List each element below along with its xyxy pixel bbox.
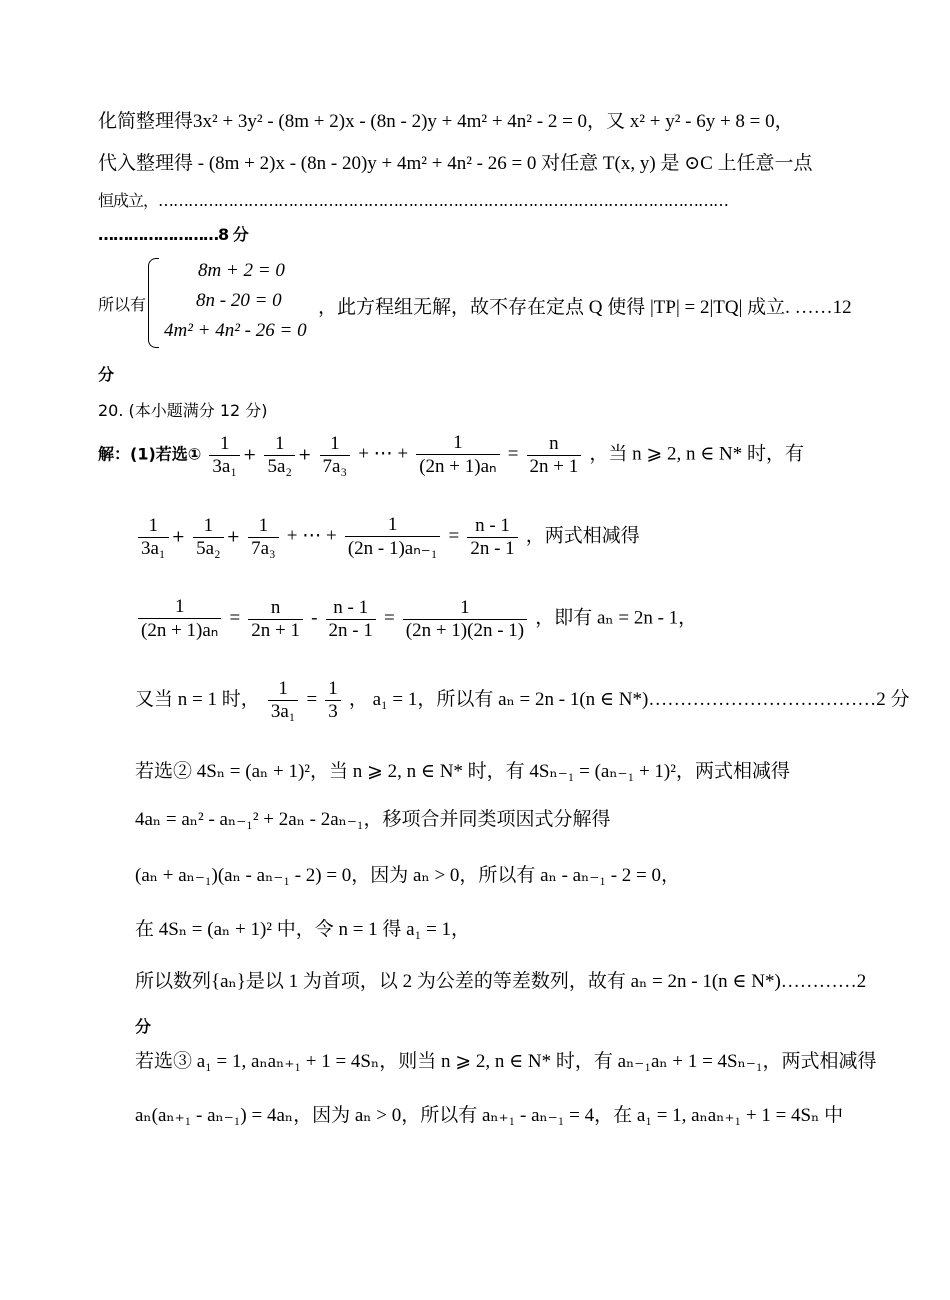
text-line: (aₙ + aₙ₋₁)(aₙ - aₙ₋₁ - 2) = 0，因为 aₙ > 0，所以有 aₙ - aₙ₋₁ - 2 = 0， [135,865,681,886]
text-line: 若选② 4Sₙ = (aₙ + 1)²，当 n ⩾ 2, n ∈ N* 时，有 4Sₙ₋₁ = (aₙ₋₁ + 1)²，两式相减得 [135,761,790,782]
fraction: $\frac{1}{\text{5a₂}}$ [193,515,224,560]
fraction: $\frac{1}{\text{7a₃}}$ [248,515,279,560]
equation-line: 又当 n = 1 时， $\frac{1}{\text{3a₁}}$ = $\frac{1}{3}$ ， a₁ = 1，所以有 aₙ = 2n - 1(n ∈ N*)………………………………2 分 [135,678,910,722]
text-line: 分 [135,1017,152,1036]
fraction: $\frac{1}{\text{7a₃}}$ [320,433,351,478]
text-line: aₙ(aₙ₊₁ - aₙ₋₁) = 4aₙ，因为 aₙ > 0，所以有 aₙ₊₁ - aₙ₋₁ = 4，在 a₁ = 1, aₙaₙ₊₁ + 1 = 4Sₙ 中 [135,1105,844,1126]
fraction: $\frac{1}{\text{3a₁}}$ [268,678,299,723]
fraction: $\frac{1}{(2n + 1)(2n - 1)}$ [403,597,527,642]
system-equation: 8m + 2 = 0 [198,260,285,281]
fraction: $\frac{1}{\text{3a₁}}$ [209,433,240,478]
fraction: $\frac{1}{3}$ [325,678,341,723]
equation-line: $\frac{1}{\text{(2n + 1)aₙ}}$ = $\frac{n}{2n + 1}$ - $\frac{n - 1}{2n - 1}$ = $\frac{1}{(2n + 1)(2n - 1)}$ ，即有 aₙ = 2n - 1， [135,596,855,642]
fraction: $\frac{n - 1}{2n - 1}$ [467,515,517,560]
text-line: 在 4Sₙ = (aₙ + 1)² 中，令 n = 1 得 a₁ = 1， [135,919,470,940]
text-line: 若选③ a₁ = 1, aₙaₙ₊₁ + 1 = 4Sₙ，则当 n ⩾ 2, n ∈ N* 时，有 aₙ₋₁aₙ + 1 = 4Sₙ₋₁，两式相减得 [135,1051,877,1072]
fraction: $\frac{1}{\text{(2n + 1)aₙ}}$ [138,596,221,642]
text-line: 代入整理得 - (8m + 2)x - (8n - 20)y + 4m² + 4n² - 26 = 0 对任意 T(x, y) 是 ⊙C 上任意一点 [98,153,813,174]
fraction: $\frac{n - 1}{2n - 1}$ [326,597,376,642]
text-line: ，此方程组无解，故不存在定点 Q 使得 |TP| = 2|TQ| 成立. ……12 [318,297,852,318]
fraction: $\frac{1}{\text{(2n + 1)aₙ}}$ [416,432,499,478]
problem-heading: 20. (本小题满分 12 分) [98,401,268,420]
text-line: 分 [98,365,115,384]
left-brace-icon [148,258,159,348]
fraction: $\frac{1}{\text{5a₂}}$ [264,433,295,478]
text-line: 化简整理得3x² + 3y² - (8m + 2)x - (8n - 2)y + 4m² + 4n² - 2 = 0，又 x² + y² - 6y + 8 = 0， [98,111,794,132]
system-equation: 4m² + 4n² - 26 = 0 [164,320,307,341]
score-line: ……………………8 分 [98,225,248,244]
text-line: 恒成立，…………………………………………………………………………………………………… [98,191,729,210]
fraction: $\frac{1}{\text{(2n - 1)aₙ₋₁}}$ [345,514,441,560]
equation-line: $\frac{1}{\text{3a₁}}$ + $\frac{1}{\text{5a₂}}$ + $\frac{1}{\text{7a₃}}$ + ⋯ + $\frac{1}{\text{(2n - 1)aₙ₋₁}}$ = $\frac{n - 1}{2n - 1}$ ，两式相减得 [135,514,855,560]
text-line: 4aₙ = aₙ² - aₙ₋₁² + 2aₙ - 2aₙ₋₁，移项合并同类项因式分解得 [135,809,611,830]
text-line: 解：(1)若选① [98,444,202,464]
text-line: 所以有 [98,295,147,314]
system-equation: 8n - 20 = 0 [196,290,282,311]
equation-line: 解：(1)若选① $\frac{1}{\text{3a₁}}$ + $\frac{1}{\text{5a₂}}$ + $\frac{1}{\text{7a₃}}$ + ⋯ + $\frac{1}{\text{(2n + 1)aₙ}}$ = $\frac{n}{2n + 1}$ ，当 n ⩾ 2, n ∈ N* 时，有 [98,432,805,477]
fraction: $\frac{n}{2n + 1}$ [248,597,303,642]
fraction: $\frac{1}{\text{3a₁}}$ [138,515,169,560]
text-line: 所以数列{aₙ}是以 1 为首项，以 2 为公差的等差数列，故有 aₙ = 2n - 1(n ∈ N*)…………2 [135,971,867,992]
fraction: $\frac{n}{2n + 1}$ [527,433,582,478]
